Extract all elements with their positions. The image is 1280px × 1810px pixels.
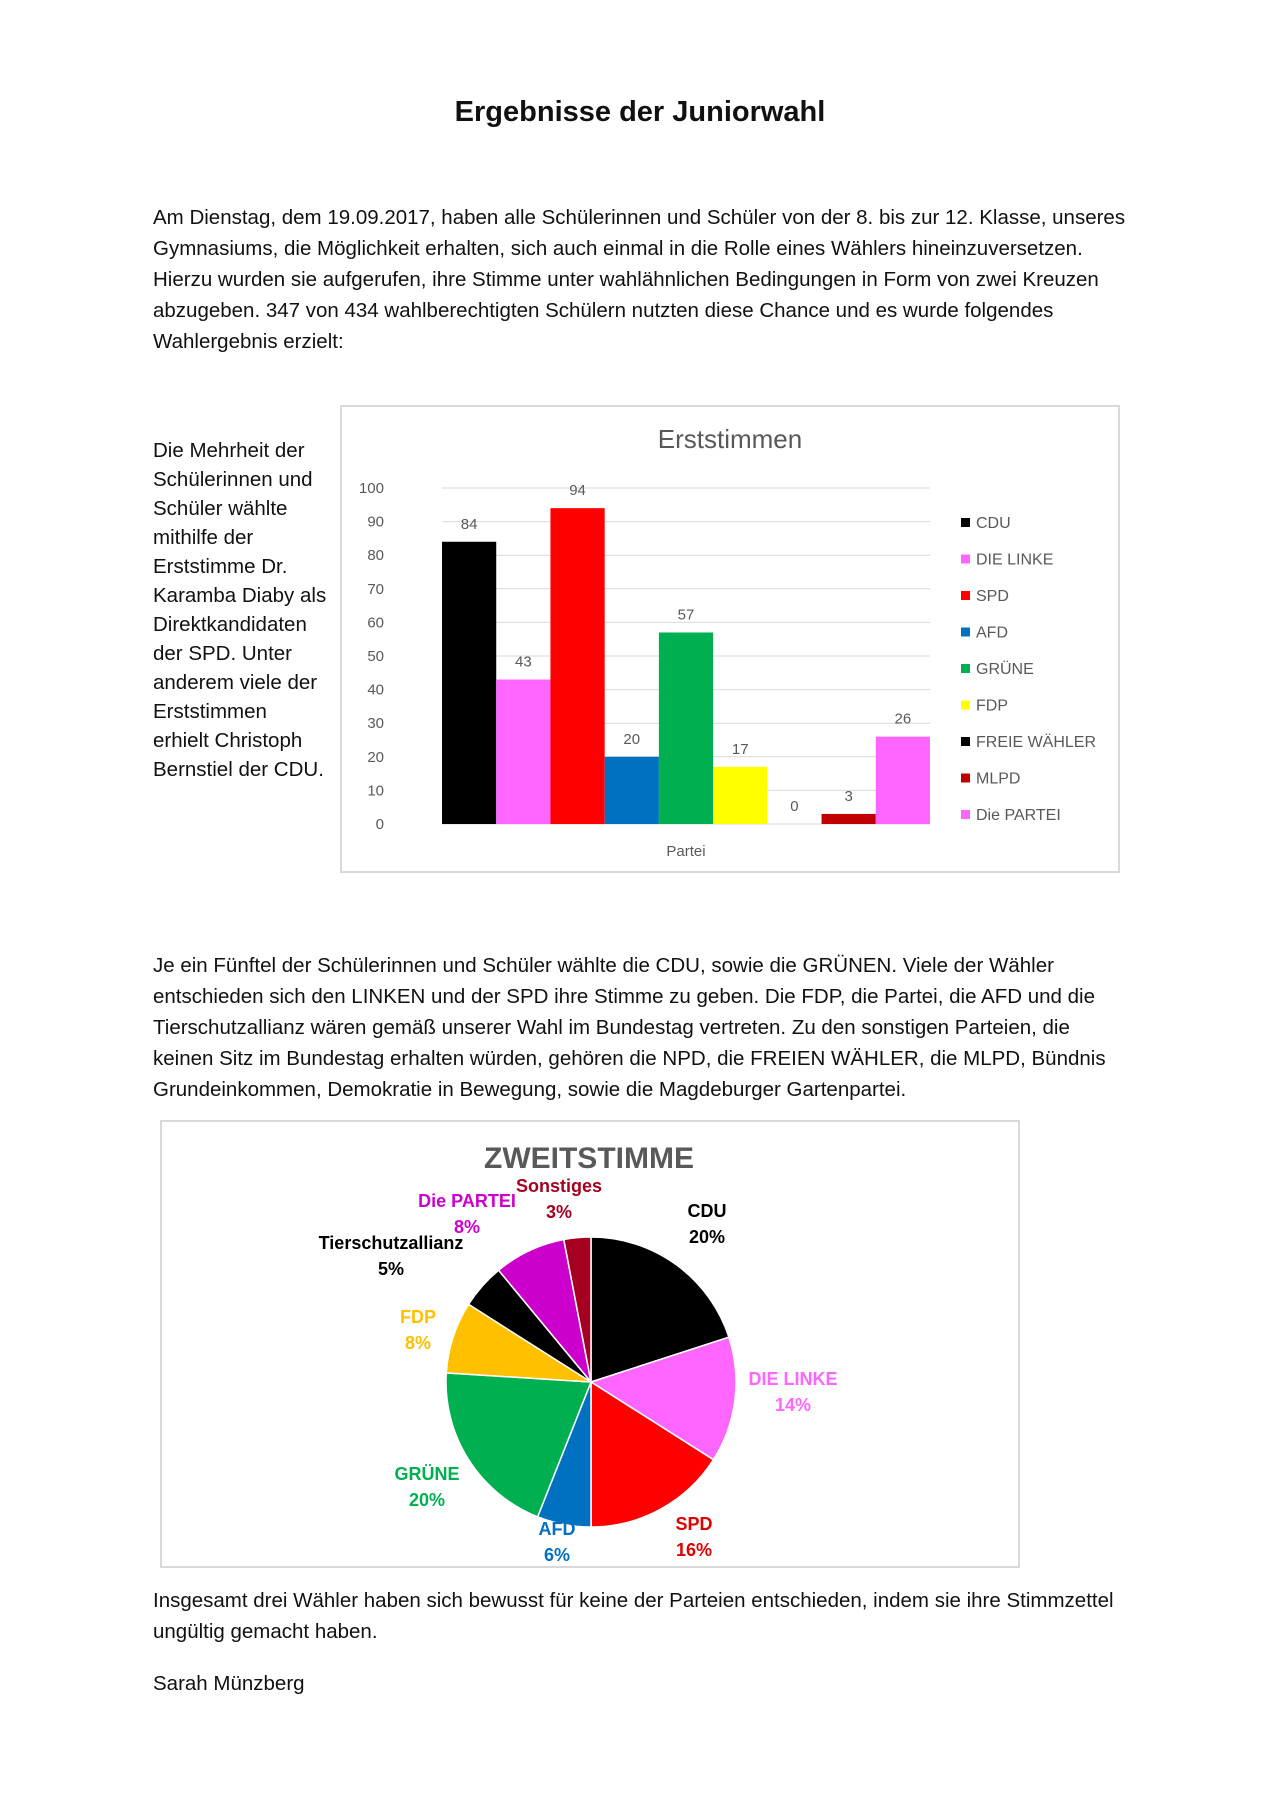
slice-percent-cdu: 20% [688,1227,726,1247]
bar-mlpd [822,814,876,824]
y-tick-label: 100 [358,480,384,497]
slice-percent-fdp: 8% [404,1333,432,1353]
legend-label-spd: SPD [976,588,1009,605]
zweitstimme-chart [160,1120,1020,1568]
slice-percent-afd: 6% [543,1545,571,1565]
slice-percent-die-partei: 8% [453,1217,481,1237]
y-tick-label: 40 [367,681,384,699]
slice-percent-tierschutzallianz: 5% [377,1259,405,1279]
bar-die-linke [496,680,550,824]
data-label-spd: 94 [569,482,586,500]
slice-name-fdp: FDP [400,1307,436,1327]
slice-name-die-linke: DIE LINKE [748,1369,838,1389]
legend-swatch-die-linke [961,555,970,564]
intro-paragraph: Am Dienstag, dem 19.09.2017, haben alle Schülerinnen und Schüler von der 8. bis zur 12. Klasse, unseres Gymnasiums, die Möglichkeit erhalten, sich auch einmal in die Rolle eines Wählers hineinzuversetzen. Hierzu wurden sie aufgerufen, ihre Stimme unter wahlähnlichen Bedingungen in Form von zwei Kreuzen abzugeben. 347 von 434 wahlberechtigten Schülern nutzten diese Chance und es wurde folgendes Wahlergebnis erzielt: [153,206,1126,353]
y-tick-label: 10 [367,782,384,800]
legend-label-gruene: GRÜNE [976,661,1034,678]
legend-label-freie-waehler: FREIE WÄHLER [976,734,1097,751]
legend-swatch-cdu [961,518,970,527]
data-label-die-partei: 26 [894,710,912,728]
legend-label-cdu: CDU [976,515,1011,532]
y-tick-label: 0 [375,816,384,833]
legend-label-mlpd: MLPD [976,770,1021,788]
data-label-cdu: 84 [460,515,478,533]
legend-swatch-freie-waehler [961,737,970,746]
legend-label-afd: AFD [976,624,1008,642]
y-tick-label: 50 [367,648,384,665]
legend-swatch-gruene [961,664,970,673]
bar-cdu [442,542,496,824]
legend-swatch-mlpd [961,774,970,783]
legend-label-die-linke: DIE LINKE [976,551,1054,569]
erststimmen-svg [342,407,1118,871]
y-tick-label: 60 [367,614,384,632]
bar-chart-title: Erststimmen [657,424,803,454]
bar-die-partei [876,737,930,824]
slice-name-sonstiges: Sonstiges [515,1176,603,1196]
y-tick-label: 30 [367,715,384,733]
middle-paragraph: Je ein Fünftel der Schülerinnen und Schüler wählte die CDU, sowie die GRÜNEN. Viele der Wähler entschieden sich den LINKEN und der SPD ihre Stimme zu geben. Die FDP, die Partei, die AFD und die Tierschutzallianz wären gemäß unserer Wahl im Bundestag vertreten. Zu den sonstigen Parteien, die keinen Sitz im Bundestag erhalten würden, gehören die NPD, die FREIEN WÄHLER, die MLPD, Bündnis Grundeinkommen, Demokratie in Bewegung, sowie die Magdeburger Gartenpartei. [153,954,1106,1101]
data-label-mlpd: 3 [844,787,853,805]
slice-percent-die-linke: 14% [774,1395,812,1415]
slice-percent-spd: 16% [675,1540,713,1560]
y-tick-label: 20 [367,748,384,766]
slice-name-die-partei: Die PARTEI [418,1191,516,1211]
bar-spd [550,508,604,824]
legend-label-die-partei: Die PARTEI [976,807,1061,824]
slice-percent-gruene: 20% [408,1490,446,1510]
legend-swatch-fdp [961,701,970,710]
closing-paragraph: Insgesamt drei Wähler haben sich bewusst für keine der Parteien entschieden, indem sie ihre Stimmzettel ungültig gemacht haben. [153,1589,1114,1643]
slice-name-afd: AFD [538,1519,576,1539]
page-title: Ergebnisse der Juniorwahl [454,96,826,128]
zweitstimme-svg [162,1122,1018,1566]
y-tick-label: 80 [367,547,384,565]
slice-name-gruene: GRÜNE [394,1464,460,1484]
slice-name-cdu: CDU [687,1201,727,1221]
legend-swatch-die-partei [961,810,970,819]
data-label-freie-waehler: 0 [790,798,799,815]
pie-chart-title: ZWEITSTIMME [484,1142,694,1175]
data-label-fdp: 17 [731,740,749,758]
y-tick-label: 70 [367,580,384,598]
bar-gruene [659,632,713,824]
y-tick-label: 90 [367,513,384,531]
slice-name-tierschutzallianz: Tierschutzallianz [318,1233,464,1253]
data-label-die-linke: 43 [514,653,532,671]
slice-name-spd: SPD [675,1514,713,1534]
erststimmen-chart [340,405,1120,873]
data-label-gruene: 57 [677,606,695,624]
bar-fdp [713,767,767,824]
data-label-afd: 20 [623,730,641,748]
legend-swatch-afd [961,628,970,637]
bar-afd [605,757,659,824]
slice-percent-sonstiges: 3% [545,1202,573,1222]
author-name: Sarah Münzberg [153,1672,305,1695]
legend-label-fdp: FDP [976,697,1008,715]
x-axis-label: Partei [666,843,706,860]
side-note: Die Mehrheit der Schülerinnen und Schüler wählte mithilfe der Erststimme Dr. Karamba Diaby als Direktkandidaten der SPD. Unter anderem viele der Erststimmen erhielt Christoph Bernstiel der CDU. [153,439,327,781]
legend-swatch-spd [961,591,970,600]
